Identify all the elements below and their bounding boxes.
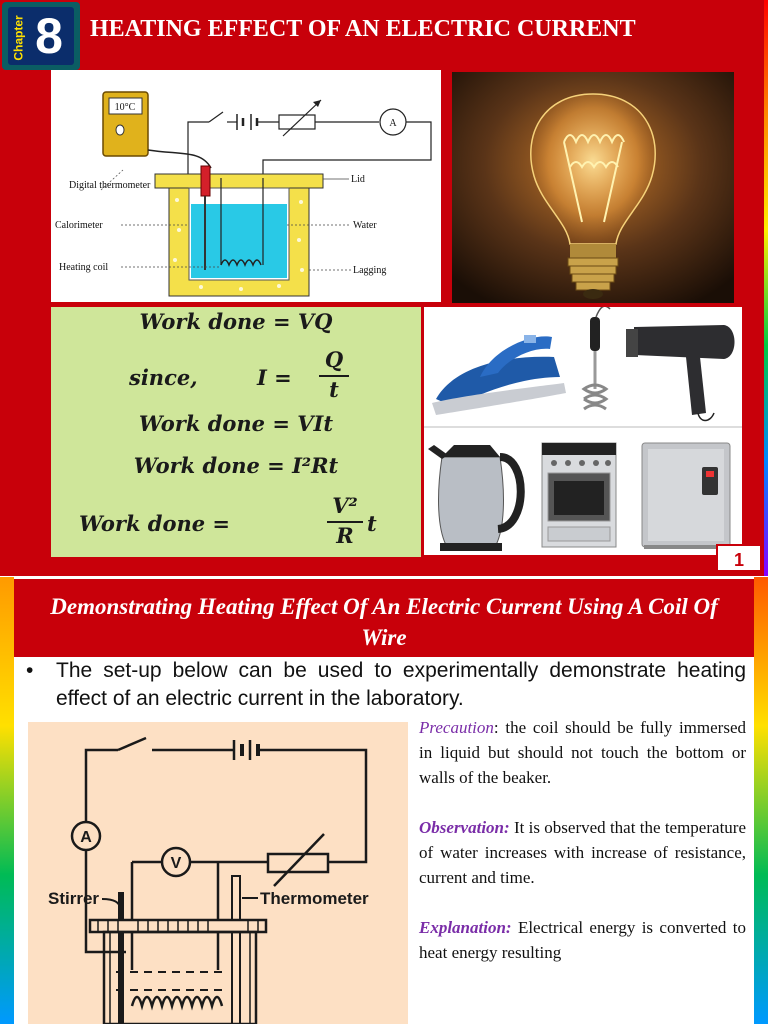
label-stirrer: Stirrer xyxy=(48,889,100,908)
label-heating-coil: Heating coil xyxy=(59,262,109,273)
slide-2 xyxy=(0,577,768,1024)
steam-iron-icon xyxy=(432,335,566,415)
slide-1-title: HEATING EFFECT OF AN ELECTRIC CURRENT xyxy=(90,16,636,42)
label-lagging: Lagging xyxy=(353,265,387,276)
explanation-note xyxy=(419,915,746,965)
formula-v2rt-suffix: t xyxy=(367,511,377,536)
thermometer-icon xyxy=(232,876,240,1024)
label-digital-thermometer: Digital thermometer xyxy=(69,180,151,191)
formula-current-lhs: I = xyxy=(257,365,292,390)
heating-appliances-photos xyxy=(424,307,742,555)
work-done-formulas xyxy=(51,307,421,557)
coil-experiment-svg xyxy=(28,722,408,1024)
label-thermometer: Thermometer xyxy=(260,889,369,908)
appliances-svg xyxy=(424,307,742,555)
chapter-word: Chapter xyxy=(11,15,26,61)
precaution-text: : the coil should be fully immersed in liquid but should not touch the bottom or walls of the beaker. xyxy=(419,718,746,787)
precaution-note xyxy=(419,715,746,790)
immersion-heater-icon xyxy=(584,307,610,409)
formula-current xyxy=(51,347,421,403)
formula-v2rt-numerator: V² xyxy=(332,493,358,518)
ammeter-symbol: A xyxy=(389,118,397,129)
chapter-number: 8 xyxy=(35,8,63,64)
formula-work-done-v2rt xyxy=(51,493,421,555)
calorimeter-lid xyxy=(155,174,323,188)
formula-current-denominator: t xyxy=(329,377,339,402)
calorimeter-circuit-svg xyxy=(51,70,441,302)
water-heater-icon xyxy=(642,443,730,549)
precaution-label: Precaution xyxy=(419,718,494,737)
calorimeter-circuit-diagram xyxy=(51,70,441,302)
coil-experiment-diagram xyxy=(28,722,408,1024)
label-calorimeter: Calorimeter xyxy=(55,220,103,231)
label-lid: Lid xyxy=(351,174,365,185)
electric-cooker-icon xyxy=(542,443,616,547)
observation-note xyxy=(419,815,746,890)
formula-current-numerator: Q xyxy=(324,347,344,372)
stirrer-icon xyxy=(118,892,124,1024)
slide-2-title: Demonstrating Heating Effect Of An Electric Current Using A Coil Of Wire xyxy=(50,594,718,650)
formula-work-done-vq: Work done = VQ xyxy=(139,309,333,334)
explanation-label: Explanation: xyxy=(419,918,512,937)
formula-v2rt-denominator: R xyxy=(336,523,354,548)
page-number: 1 xyxy=(716,544,762,572)
ammeter-symbol: A xyxy=(80,829,92,846)
formula-since: since, xyxy=(129,365,198,390)
heating-coil-icon xyxy=(132,997,222,1006)
bullet-point xyxy=(26,657,746,713)
bullet-icon: • xyxy=(26,659,34,682)
hair-dryer-icon xyxy=(626,325,735,421)
bullet-text: The set-up below can be used to experimentally demonstrate heating effect of an electric current in the laboratory. xyxy=(56,659,746,710)
voltmeter-symbol: V xyxy=(170,855,182,872)
rainbow-left-decoration xyxy=(0,577,14,1024)
electric-kettle-icon xyxy=(428,445,521,551)
rainbow-right-decoration xyxy=(754,577,768,1024)
experiment-notes xyxy=(419,715,746,990)
light-bulb-icon xyxy=(452,72,734,303)
thermometer-display: 10°C xyxy=(114,102,136,113)
formula-work-done-vit: Work done = VIt xyxy=(138,411,334,436)
formula-v2rt-lhs: Work done = xyxy=(79,511,231,536)
rainbow-edge-decoration xyxy=(764,0,768,576)
explanation-text: Electrical energy is converted to heat energy resulting xyxy=(419,918,746,962)
label-water: Water xyxy=(353,220,377,231)
slide-2-header xyxy=(14,579,754,657)
light-bulb-photo xyxy=(452,72,734,303)
observation-text: It is observed that the temperature of water increases with increase of resistance, current and time. xyxy=(419,818,746,887)
chapter-badge-inner xyxy=(8,7,74,65)
observation-label: Observation: xyxy=(419,818,510,837)
formula-work-done-i2rt: Work done = I²Rt xyxy=(133,453,339,478)
chapter-badge xyxy=(2,2,80,70)
